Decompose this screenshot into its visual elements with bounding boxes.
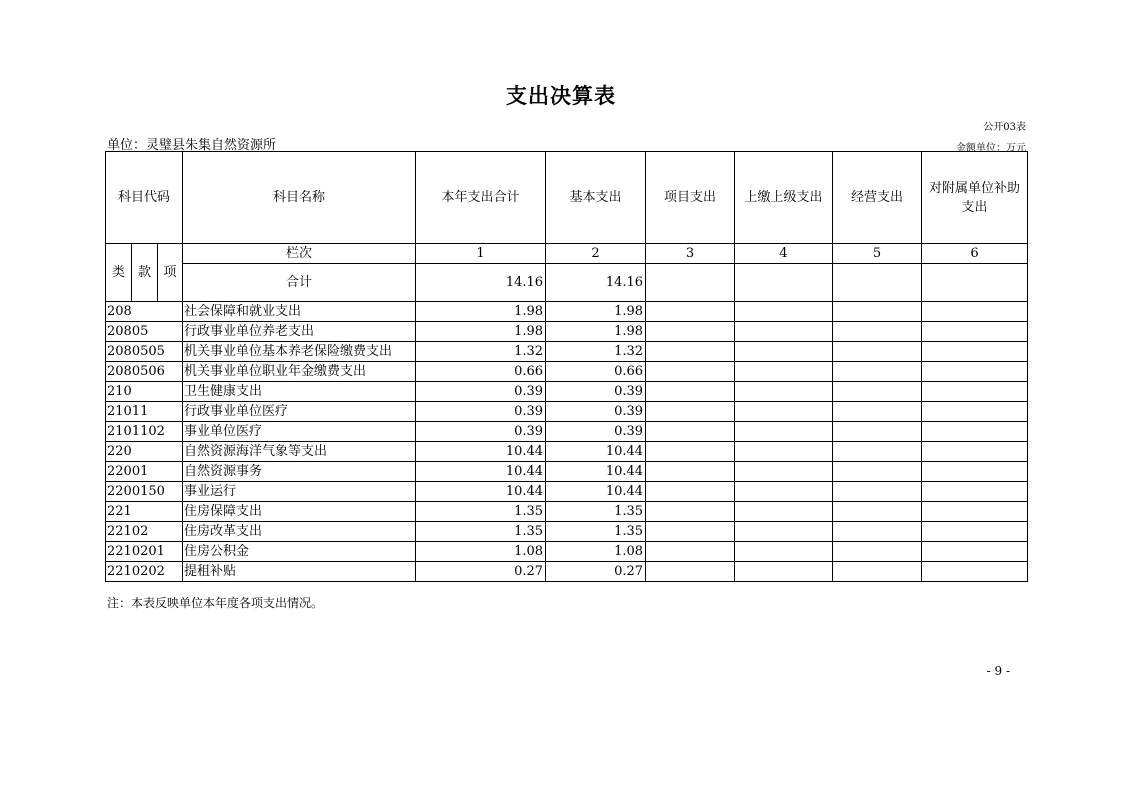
row-total: 10.44 (416, 482, 546, 502)
row-subsidy (922, 462, 1028, 482)
row-project (646, 502, 735, 522)
row-subsidy (922, 302, 1028, 322)
row-name: 事业运行 (183, 482, 416, 502)
row-total: 1.08 (416, 542, 546, 562)
row-basic: 0.39 (546, 402, 646, 422)
row-superior (735, 442, 833, 462)
row-project (646, 362, 735, 382)
column-number: 2 (546, 244, 646, 264)
row-total: 1.98 (416, 302, 546, 322)
row-basic: 0.39 (546, 422, 646, 442)
row-basic: 1.35 (546, 522, 646, 542)
header-name: 科目名称 (183, 152, 416, 244)
row-subsidy (922, 362, 1028, 382)
row-code: 2210202 (106, 562, 183, 582)
row-project (646, 302, 735, 322)
row-basic: 0.66 (546, 362, 646, 382)
header-code: 科目代码 (106, 152, 183, 244)
row-name: 社会保障和就业支出 (183, 302, 416, 322)
total-label: 合计 (183, 264, 416, 302)
row-total: 1.35 (416, 522, 546, 542)
table-row (106, 542, 1028, 562)
row-total: 0.39 (416, 422, 546, 442)
column-number: 4 (735, 244, 833, 264)
row-name: 提租补贴 (183, 562, 416, 582)
row-business (833, 422, 922, 442)
row-total: 0.27 (416, 562, 546, 582)
header-project: 项目支出 (646, 152, 735, 244)
row-basic: 0.39 (546, 382, 646, 402)
header-lanci: 栏次 (183, 244, 416, 264)
row-superior (735, 402, 833, 422)
empty-cell (646, 264, 735, 302)
total-row (106, 264, 1028, 302)
empty-cell (735, 264, 833, 302)
row-superior (735, 302, 833, 322)
row-business (833, 462, 922, 482)
row-subsidy (922, 482, 1028, 502)
row-total: 0.66 (416, 362, 546, 382)
header-xiang: 项 (158, 244, 183, 302)
row-basic: 0.27 (546, 562, 646, 582)
row-subsidy (922, 402, 1028, 422)
column-number: 1 (416, 244, 546, 264)
header-business: 经营支出 (833, 152, 922, 244)
row-total: 10.44 (416, 442, 546, 462)
row-basic: 10.44 (546, 462, 646, 482)
empty-cell (833, 264, 922, 302)
page-title: 支出决算表 (506, 83, 616, 108)
row-basic: 10.44 (546, 442, 646, 462)
header-subsidy: 对附属单位补助支出 (922, 152, 1028, 244)
row-business (833, 442, 922, 462)
row-superior (735, 422, 833, 442)
header-total: 本年支出合计 (416, 152, 546, 244)
row-superior (735, 342, 833, 362)
row-basic: 10.44 (546, 482, 646, 502)
row-name: 行政事业单位养老支出 (183, 322, 416, 342)
row-name: 行政事业单位医疗 (183, 402, 416, 422)
table-row (106, 382, 1028, 402)
row-total: 10.44 (416, 462, 546, 482)
row-superior (735, 522, 833, 542)
row-project (646, 462, 735, 482)
row-name: 机关事业单位基本养老保险缴费支出 (183, 342, 416, 362)
row-code: 208 (106, 302, 183, 322)
row-code: 2101102 (106, 422, 183, 442)
row-subsidy (922, 502, 1028, 522)
row-business (833, 342, 922, 362)
row-project (646, 522, 735, 542)
row-code: 2080506 (106, 362, 183, 382)
row-total: 1.32 (416, 342, 546, 362)
row-subsidy (922, 342, 1028, 362)
row-total: 0.39 (416, 402, 546, 422)
row-basic: 1.98 (546, 302, 646, 322)
row-business (833, 402, 922, 422)
row-code: 22102 (106, 522, 183, 542)
table-row (106, 462, 1028, 482)
row-total: 1.35 (416, 502, 546, 522)
row-business (833, 362, 922, 382)
row-name: 机关事业单位职业年金缴费支出 (183, 362, 416, 382)
row-subsidy (922, 382, 1028, 402)
row-name: 住房保障支出 (183, 502, 416, 522)
row-business (833, 542, 922, 562)
row-business (833, 522, 922, 542)
row-name: 事业单位医疗 (183, 422, 416, 442)
row-basic: 1.32 (546, 342, 646, 362)
row-superior (735, 462, 833, 482)
row-superior (735, 382, 833, 402)
row-business (833, 482, 922, 502)
header-basic: 基本支出 (546, 152, 646, 244)
table-header-row (106, 152, 1028, 244)
row-superior (735, 542, 833, 562)
table-row (106, 442, 1028, 462)
row-subsidy (922, 542, 1028, 562)
table-row (106, 482, 1028, 502)
table-row (106, 422, 1028, 442)
row-superior (735, 362, 833, 382)
row-project (646, 442, 735, 462)
reporting-unit: 单位：灵璧县朱集自然资源所 (107, 138, 277, 153)
row-code: 22001 (106, 462, 183, 482)
row-project (646, 342, 735, 362)
row-superior (735, 482, 833, 502)
table-row (106, 502, 1028, 522)
table-row (106, 302, 1028, 322)
header-superior: 上缴上级支出 (735, 152, 833, 244)
empty-cell (922, 264, 1028, 302)
row-total: 0.39 (416, 382, 546, 402)
table-row (106, 342, 1028, 362)
row-name: 卫生健康支出 (183, 382, 416, 402)
row-project (646, 322, 735, 342)
row-project (646, 422, 735, 442)
row-name: 自然资源海洋气象等支出 (183, 442, 416, 462)
row-code: 20805 (106, 322, 183, 342)
column-number-row (106, 244, 1028, 264)
row-code: 2210201 (106, 542, 183, 562)
row-name: 住房公积金 (183, 542, 416, 562)
row-project (646, 542, 735, 562)
row-code: 21011 (106, 402, 183, 422)
row-business (833, 382, 922, 402)
row-project (646, 562, 735, 582)
row-code: 2200150 (106, 482, 183, 502)
table-row (106, 522, 1028, 542)
table-row (106, 562, 1028, 582)
row-project (646, 382, 735, 402)
column-number: 3 (646, 244, 735, 264)
row-total: 1.98 (416, 322, 546, 342)
row-code: 221 (106, 502, 183, 522)
table-note: 注：本表反映单位本年度各项支出情况。 (107, 596, 324, 610)
row-subsidy (922, 322, 1028, 342)
expenditure-table (105, 151, 1028, 582)
header-kuan: 款 (132, 244, 158, 302)
row-business (833, 322, 922, 342)
row-superior (735, 502, 833, 522)
row-name: 自然资源事务 (183, 462, 416, 482)
row-subsidy (922, 562, 1028, 582)
row-subsidy (922, 422, 1028, 442)
row-superior (735, 322, 833, 342)
table-row (106, 402, 1028, 422)
row-code: 2080505 (106, 342, 183, 362)
row-basic: 1.98 (546, 322, 646, 342)
row-project (646, 482, 735, 502)
row-code: 210 (106, 382, 183, 402)
column-number: 6 (922, 244, 1028, 264)
row-subsidy (922, 442, 1028, 462)
row-code: 220 (106, 442, 183, 462)
table-row (106, 362, 1028, 382)
row-basic: 1.35 (546, 502, 646, 522)
column-number: 5 (833, 244, 922, 264)
row-subsidy (922, 522, 1028, 542)
total-basic: 14.16 (546, 264, 646, 302)
form-number: 公开03表 (983, 122, 1026, 133)
row-business (833, 302, 922, 322)
row-superior (735, 562, 833, 582)
row-project (646, 402, 735, 422)
table-row (106, 322, 1028, 342)
row-business (833, 562, 922, 582)
header-lei: 类 (106, 244, 132, 302)
total-amount: 14.16 (416, 264, 546, 302)
row-basic: 1.08 (546, 542, 646, 562)
page-number: - 9 - (986, 664, 1010, 678)
row-name: 住房改革支出 (183, 522, 416, 542)
row-business (833, 502, 922, 522)
money-unit: 金额单位：万元 (956, 143, 1026, 154)
